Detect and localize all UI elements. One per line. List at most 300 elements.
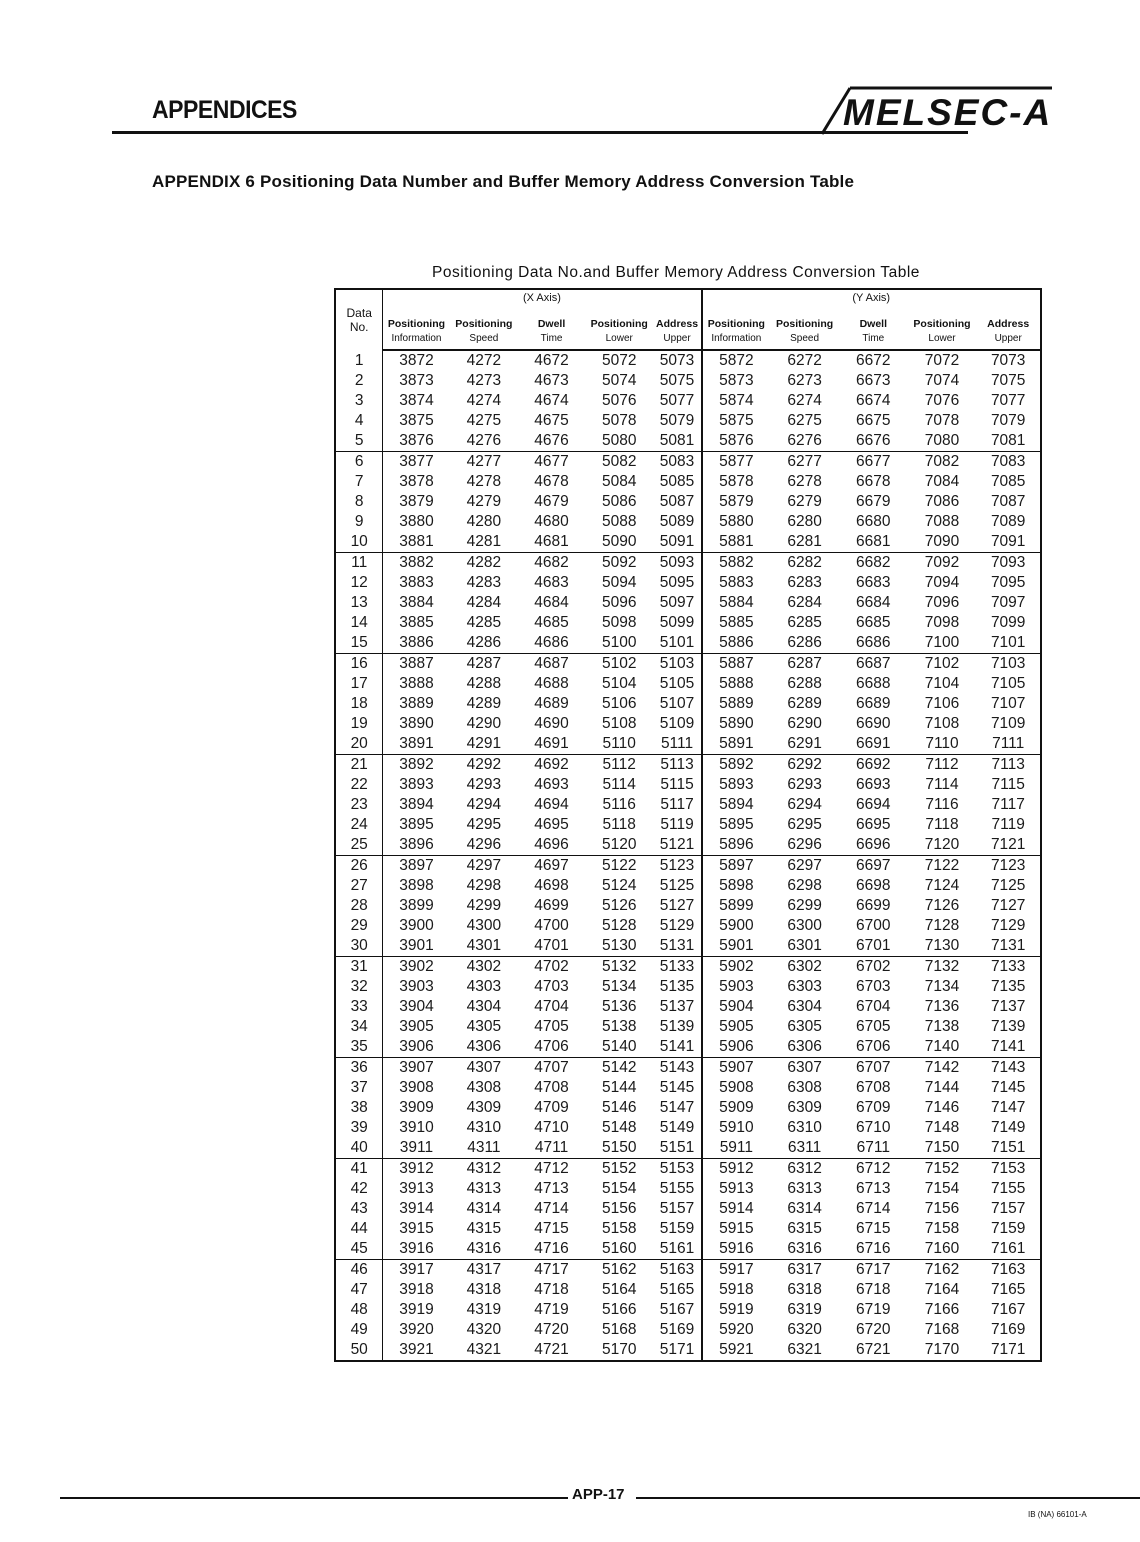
address-cell: 5146 — [601, 1099, 637, 1116]
data-no-cell: 26 — [350, 857, 368, 874]
table-row — [335, 452, 1041, 473]
address-cell: 4285 — [466, 614, 502, 631]
address-cell: 4692 — [534, 756, 569, 773]
address-cell: 7109 — [990, 715, 1026, 732]
address-cell: 3910 — [383, 1118, 450, 1138]
address-cell: 6302 — [787, 958, 822, 975]
address-cell: 5889 — [702, 694, 771, 714]
address-cell: 6300 — [787, 917, 822, 934]
data-no-cell: 16 — [350, 655, 368, 672]
address-cell: 5097 — [659, 594, 695, 611]
address-cell: 5124 — [601, 877, 637, 894]
data-no-cell: 3 — [354, 392, 364, 409]
address-cell: 3912 — [383, 1159, 450, 1180]
address-cell: 5903 — [702, 977, 771, 997]
address-cell: 5089 — [659, 513, 695, 530]
address-cell: 6687 — [856, 655, 891, 672]
address-cell: 6718 — [856, 1281, 891, 1298]
address-cell: 7152 — [924, 1160, 960, 1177]
col-header-top: Address — [987, 318, 1030, 330]
address-cell: 5883 — [702, 573, 771, 593]
address-cell: 4682 — [534, 554, 569, 571]
address-cell: 3889 — [383, 694, 450, 714]
address-cell: 4321 — [466, 1341, 502, 1358]
table-row — [335, 1280, 1041, 1300]
address-cell: 7162 — [924, 1261, 960, 1278]
address-cell: 7082 — [924, 453, 960, 470]
address-cell: 7085 — [990, 473, 1026, 490]
address-cell: 7154 — [924, 1180, 960, 1197]
address-cell: 6293 — [787, 776, 822, 793]
address-cell: 7079 — [990, 412, 1026, 429]
data-no-cell: 17 — [350, 675, 368, 692]
address-cell: 4685 — [534, 614, 569, 631]
data-no-header — [335, 289, 383, 350]
address-cell: 5106 — [601, 695, 637, 712]
address-cell: 5138 — [601, 1018, 637, 1035]
address-cell: 5915 — [702, 1219, 771, 1239]
address-cell: 4717 — [534, 1261, 569, 1278]
address-cell: 7089 — [990, 513, 1026, 530]
table-row — [335, 1118, 1041, 1138]
address-cell: 4686 — [518, 633, 585, 654]
address-cell: 4710 — [534, 1119, 569, 1136]
address-cell: 7168 — [924, 1321, 960, 1338]
address-cell: 6277 — [787, 453, 822, 470]
table-row — [335, 775, 1041, 795]
col-header-bottom: Time — [540, 333, 563, 344]
address-cell: 4688 — [534, 675, 569, 692]
col-header-top: Positioning — [707, 318, 765, 330]
address-cell: 5880 — [702, 512, 771, 532]
address-cell: 6720 — [856, 1321, 891, 1338]
address-cell: 6314 — [787, 1200, 822, 1217]
address-cell: 5087 — [659, 493, 695, 510]
address-cell: 4689 — [534, 695, 569, 712]
address-cell: 6304 — [787, 998, 822, 1015]
address-cell: 5105 — [659, 675, 695, 692]
address-cell: 4314 — [466, 1200, 502, 1217]
conversion-table — [334, 288, 1042, 1362]
address-cell: 5095 — [659, 574, 695, 591]
address-cell: 7157 — [990, 1200, 1026, 1217]
address-cell: 6679 — [856, 493, 891, 510]
address-cell: 6708 — [856, 1079, 891, 1096]
address-cell: 5093 — [659, 554, 695, 571]
col-header-bottom: Upper — [994, 333, 1022, 344]
address-cell: 4287 — [466, 655, 502, 672]
data-no-cell: 23 — [350, 796, 368, 813]
address-cell: 7136 — [924, 998, 960, 1015]
data-no-cell: 18 — [350, 695, 368, 712]
address-cell: 3902 — [383, 957, 450, 978]
y-col-header — [908, 306, 977, 350]
address-cell: 3908 — [383, 1078, 450, 1098]
address-cell: 7083 — [990, 453, 1026, 470]
table-row — [335, 856, 1041, 877]
address-cell: 7106 — [924, 695, 960, 712]
table-row — [335, 431, 1041, 452]
address-cell: 4684 — [534, 594, 569, 611]
address-cell: 6279 — [787, 493, 822, 510]
table-row — [335, 1260, 1041, 1281]
address-cell: 5122 — [601, 857, 637, 874]
data-no-cell: 8 — [354, 493, 364, 510]
address-cell: 5872 — [702, 350, 771, 371]
address-cell: 3916 — [383, 1239, 450, 1260]
address-cell: 5123 — [659, 857, 695, 874]
address-cell: 4701 — [518, 936, 585, 957]
address-cell: 4288 — [466, 675, 502, 692]
address-cell: 6699 — [856, 897, 891, 914]
address-cell: 6308 — [787, 1079, 822, 1096]
address-cell: 3891 — [383, 734, 450, 755]
address-cell: 6315 — [787, 1220, 822, 1237]
address-cell: 7072 — [924, 352, 960, 369]
address-cell: 6694 — [856, 796, 891, 813]
address-cell: 4694 — [534, 796, 569, 813]
data-no-cell: 44 — [350, 1220, 368, 1237]
address-cell: 7096 — [924, 594, 960, 611]
address-cell: 6299 — [787, 897, 822, 914]
address-cell: 7135 — [990, 978, 1026, 995]
address-cell: 6680 — [856, 513, 891, 530]
data-no-label-line2: No. — [349, 320, 369, 334]
address-cell: 3895 — [383, 815, 450, 835]
address-cell: 5914 — [702, 1199, 771, 1219]
address-cell: 5147 — [659, 1099, 695, 1116]
address-cell: 4300 — [466, 917, 502, 934]
table-row — [335, 674, 1041, 694]
address-cell: 5877 — [702, 452, 771, 473]
address-cell: 7150 — [908, 1138, 977, 1159]
address-cell: 5918 — [702, 1280, 771, 1300]
col-header-top: Address — [656, 318, 699, 330]
address-cell: 3875 — [383, 411, 450, 431]
address-cell: 5085 — [659, 473, 695, 490]
address-cell: 6286 — [770, 633, 839, 654]
address-cell: 6703 — [856, 978, 891, 995]
address-cell: 6284 — [787, 594, 822, 611]
address-cell: 5892 — [702, 755, 771, 776]
address-cell: 5140 — [585, 1037, 654, 1058]
address-cell: 6306 — [770, 1037, 839, 1058]
y-col-header — [702, 306, 771, 350]
address-cell: 7126 — [924, 897, 960, 914]
x-col-header — [450, 306, 519, 350]
data-no-cell: 46 — [350, 1261, 368, 1278]
address-cell: 7078 — [924, 412, 960, 429]
address-cell: 5908 — [702, 1078, 771, 1098]
address-cell: 4280 — [466, 513, 502, 530]
data-no-cell: 38 — [350, 1099, 368, 1116]
address-cell: 6290 — [787, 715, 822, 732]
address-cell: 7118 — [925, 816, 959, 833]
address-cell: 5143 — [659, 1059, 695, 1076]
address-cell: 4274 — [466, 392, 502, 409]
address-cell: 3880 — [383, 512, 450, 532]
table-row — [335, 512, 1041, 532]
address-cell: 6711 — [839, 1138, 908, 1159]
address-cell: 4709 — [534, 1099, 569, 1116]
address-cell: 5088 — [601, 513, 637, 530]
address-cell: 6709 — [856, 1099, 891, 1116]
data-no-cell: 24 — [350, 816, 368, 833]
x-col-header — [585, 306, 654, 350]
address-cell: 5163 — [659, 1261, 695, 1278]
address-cell: 7164 — [924, 1281, 960, 1298]
address-cell: 5081 — [654, 431, 702, 452]
address-cell: 5893 — [702, 775, 771, 795]
address-cell: 6273 — [787, 372, 822, 389]
address-cell: 7140 — [908, 1037, 977, 1058]
address-cell: 6313 — [787, 1180, 822, 1197]
address-cell: 4308 — [466, 1079, 502, 1096]
address-cell: 5900 — [702, 916, 771, 936]
data-no-cell: 31 — [350, 958, 368, 975]
col-header-bottom: Information — [711, 333, 762, 344]
address-cell: 5170 — [601, 1341, 637, 1358]
address-cell: 5074 — [601, 372, 637, 389]
data-no-cell: 43 — [350, 1200, 368, 1217]
table-row — [335, 1300, 1041, 1320]
address-cell: 5141 — [654, 1037, 702, 1058]
address-cell: 5086 — [601, 493, 637, 510]
address-cell: 6677 — [856, 453, 891, 470]
address-cell: 5882 — [702, 553, 771, 574]
address-cell: 5164 — [601, 1281, 637, 1298]
address-cell: 5090 — [585, 532, 654, 553]
address-cell: 6280 — [787, 513, 822, 530]
address-cell: 5160 — [585, 1239, 654, 1260]
address-cell: 6674 — [856, 392, 891, 409]
address-cell: 3899 — [383, 896, 450, 916]
address-cell: 5168 — [601, 1321, 637, 1338]
address-cell: 7134 — [924, 978, 960, 995]
address-cell: 3917 — [383, 1260, 450, 1281]
table-row — [335, 472, 1041, 492]
address-cell: 5148 — [601, 1119, 637, 1136]
data-no-cell: 41 — [350, 1160, 368, 1177]
data-no-cell: 48 — [350, 1301, 368, 1318]
data-no-cell: 34 — [350, 1018, 368, 1035]
address-cell: 4281 — [450, 532, 519, 553]
address-cell: 5076 — [601, 392, 637, 409]
address-cell: 4703 — [534, 978, 569, 995]
data-no-cell: 42 — [350, 1180, 368, 1197]
address-cell: 6276 — [770, 431, 839, 452]
data-no-cell: 32 — [350, 978, 368, 995]
address-cell: 5913 — [702, 1179, 771, 1199]
address-cell: 3888 — [383, 674, 450, 694]
address-cell: 5156 — [601, 1200, 637, 1217]
address-cell: 7073 — [990, 352, 1026, 369]
data-no-cell: 49 — [350, 1321, 368, 1338]
address-cell: 5116 — [602, 796, 636, 813]
address-cell: 4695 — [534, 816, 569, 833]
address-cell: 5133 — [659, 958, 695, 975]
col-header-top: Positioning — [387, 318, 446, 330]
address-cell: 5096 — [601, 594, 637, 611]
address-cell: 5136 — [601, 998, 637, 1015]
table-row — [335, 876, 1041, 896]
address-cell: 5075 — [659, 372, 695, 389]
table-row — [335, 593, 1041, 613]
address-cell: 6319 — [787, 1301, 822, 1318]
address-cell: 5118 — [602, 816, 636, 833]
address-cell: 4713 — [534, 1180, 569, 1197]
address-cell: 5881 — [702, 532, 771, 553]
address-cell: 7084 — [924, 473, 960, 490]
address-cell: 6716 — [839, 1239, 908, 1260]
address-cell: 3885 — [383, 613, 450, 633]
address-cell: 4277 — [466, 453, 502, 470]
address-cell: 4676 — [518, 431, 585, 452]
address-cell: 3894 — [383, 795, 450, 815]
address-cell: 7156 — [924, 1200, 960, 1217]
address-cell: 6713 — [856, 1180, 891, 1197]
table-row — [335, 371, 1041, 391]
address-cell: 3896 — [383, 835, 450, 856]
table-row — [335, 896, 1041, 916]
table-row — [335, 1320, 1041, 1340]
address-cell: 5145 — [659, 1079, 695, 1096]
address-cell: 5910 — [702, 1118, 771, 1138]
address-cell: 6312 — [787, 1160, 822, 1177]
data-no-cell: 6 — [354, 453, 364, 470]
table-row — [335, 1078, 1041, 1098]
address-cell: 7095 — [990, 574, 1026, 591]
address-cell: 5876 — [702, 431, 771, 452]
address-cell: 3900 — [383, 916, 450, 936]
address-cell: 7171 — [990, 1341, 1026, 1358]
address-cell: 4282 — [466, 554, 502, 571]
data-no-cell: 39 — [350, 1119, 368, 1136]
address-cell: 7125 — [990, 877, 1026, 894]
address-cell: 5899 — [702, 896, 771, 916]
address-cell: 7124 — [924, 877, 960, 894]
address-cell: 6316 — [770, 1239, 839, 1260]
address-cell: 4301 — [450, 936, 519, 957]
table-row — [335, 795, 1041, 815]
address-cell: 4711 — [518, 1138, 585, 1159]
address-cell: 4302 — [466, 958, 502, 975]
address-cell: 7077 — [990, 392, 1026, 409]
address-cell: 7141 — [976, 1037, 1041, 1058]
address-cell: 4678 — [534, 473, 569, 490]
col-header-bottom: Speed — [790, 333, 820, 344]
address-cell: 5155 — [659, 1180, 695, 1197]
address-cell: 5103 — [659, 655, 695, 672]
address-cell: 5159 — [659, 1220, 695, 1237]
address-cell: 6303 — [787, 978, 822, 995]
table-row — [335, 350, 1041, 371]
address-cell: 3918 — [383, 1280, 450, 1300]
address-cell: 4702 — [534, 958, 569, 975]
address-cell: 4315 — [466, 1220, 502, 1237]
address-cell: 5169 — [659, 1321, 695, 1338]
address-cell: 6683 — [856, 574, 891, 591]
address-cell: 6673 — [856, 372, 891, 389]
address-cell: 7159 — [990, 1220, 1026, 1237]
address-cell: 6301 — [770, 936, 839, 957]
address-cell: 4679 — [534, 493, 569, 510]
address-cell: 4677 — [534, 453, 569, 470]
col-header-top: Positioning — [590, 318, 648, 330]
address-cell: 6296 — [770, 835, 839, 856]
table-row — [335, 714, 1041, 734]
address-cell: 5144 — [601, 1079, 637, 1096]
address-cell: 5108 — [601, 715, 637, 732]
col-header-bottom: Time — [862, 333, 885, 344]
address-cell: 7167 — [990, 1301, 1026, 1318]
address-cell: 5130 — [585, 936, 654, 957]
address-cell: 4292 — [466, 756, 502, 773]
address-cell: 4283 — [466, 574, 502, 591]
address-cell: 5905 — [702, 1017, 771, 1037]
data-no-cell: 35 — [335, 1037, 383, 1058]
table-row — [335, 694, 1041, 714]
address-cell: 6697 — [856, 857, 891, 874]
address-cell: 6714 — [856, 1200, 891, 1217]
data-no-cell: 33 — [350, 998, 368, 1015]
address-cell: 7148 — [924, 1119, 960, 1136]
address-cell: 6700 — [856, 917, 891, 934]
data-no-cell: 45 — [335, 1239, 383, 1260]
address-cell: 7123 — [990, 857, 1026, 874]
address-cell: 3907 — [383, 1058, 450, 1079]
address-cell: 5151 — [654, 1138, 702, 1159]
address-cell: 5920 — [702, 1320, 771, 1340]
address-cell: 4311 — [450, 1138, 519, 1159]
address-cell: 4306 — [450, 1037, 519, 1058]
data-no-cell: 47 — [350, 1281, 368, 1298]
table-row — [335, 734, 1041, 755]
address-cell: 3893 — [383, 775, 450, 795]
address-cell: 3884 — [383, 593, 450, 613]
address-cell: 5091 — [654, 532, 702, 553]
address-cell: 6689 — [856, 695, 891, 712]
table-row — [335, 613, 1041, 633]
address-cell: 4320 — [466, 1321, 502, 1338]
table-row — [335, 1058, 1041, 1079]
address-cell: 5092 — [601, 554, 637, 571]
table-row — [335, 916, 1041, 936]
table-row — [335, 1098, 1041, 1118]
address-cell: 6695 — [856, 816, 891, 833]
address-cell: 5072 — [601, 352, 637, 369]
table-row — [335, 633, 1041, 654]
address-cell: 7142 — [924, 1059, 960, 1076]
address-cell: 7122 — [924, 857, 960, 874]
address-cell: 5111 — [654, 734, 702, 755]
address-cell: 4319 — [466, 1301, 502, 1318]
address-cell: 7088 — [924, 513, 960, 530]
address-cell: 6275 — [787, 412, 822, 429]
address-cell: 5126 — [601, 897, 637, 914]
data-no-cell: 1 — [354, 351, 364, 369]
col-header-top: Dwell — [537, 318, 566, 330]
address-cell: 6692 — [856, 756, 891, 773]
address-cell: 7098 — [924, 614, 960, 631]
address-cell: 4681 — [518, 532, 585, 553]
data-no-cell: 29 — [350, 917, 368, 934]
address-cell: 3882 — [383, 553, 450, 574]
address-cell: 7138 — [924, 1018, 960, 1035]
col-header-bottom: Upper — [663, 333, 691, 344]
address-cell: 4318 — [466, 1281, 502, 1298]
address-cell: 7075 — [990, 372, 1026, 389]
